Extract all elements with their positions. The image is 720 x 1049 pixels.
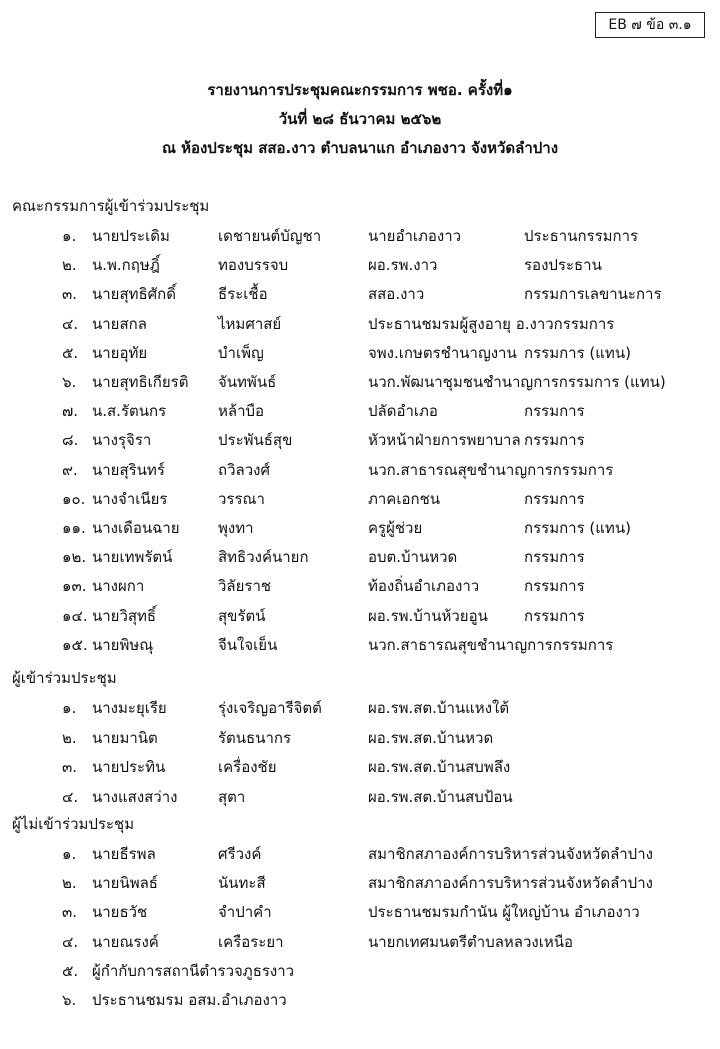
member-number: ๕. [62,961,79,980]
member-name: นายนิพลธ์ [92,874,158,893]
member-surname: จำปาคำ [218,903,272,922]
member-number: ๖. [62,991,77,1009]
committee-row [0,545,720,573]
member-number: ๗. [62,402,79,421]
committee-row [0,604,720,632]
member-name: น.พ.กฤษฎิ์ [92,256,160,275]
member-role: กรรมการเลขานะการ [524,285,662,304]
committee-row [0,633,720,661]
member-name: นายพิษณุ [92,635,154,654]
member-surname: บำเพ็ญ [218,343,264,362]
member-position: ประธานชมรมกำนัน ผู้ใหญ่บ้าน อำเภองาว [368,903,640,922]
member-position: ผอ.รพ.สต.บ้านสบป้อน [368,787,513,806]
member-number: ๒. [62,728,77,747]
absentees-row [0,959,720,987]
member-number: ๙. [62,460,78,479]
member-surname: ทองบรรจบ [218,256,289,275]
committee-row [0,282,720,310]
report-date: วันที่ ๒๘ ธันวาคม ๒๕๖๒ [278,110,442,128]
member-position: นวก.พัฒนาชุมชนชำนาญการกรรมการ (แทน) [368,373,666,391]
member-position: ภาคเอกชน [368,489,440,508]
member-position: หัวหน้าฝ่ายการพยาบาล [368,431,521,450]
member-number: ๑. [62,845,77,863]
member-position: ผอ.รพ.สต.บ้านแหงใต้ [368,699,510,717]
member-name: นายธีรพล [92,845,156,863]
committee-row [0,370,720,398]
member-number: ๑๒. [62,548,87,567]
member-name: นางเดือนฉาย [92,519,180,537]
member-number: ๔. [62,932,79,951]
committee-row [0,224,720,252]
member-role: กรรมการ [524,548,585,567]
member-surname: ถวิลวงศ์ [218,460,270,479]
member-number: ๑๓. [62,577,87,596]
committee-row [0,312,720,340]
member-position: ครูผู้ช่วย [368,519,423,537]
member-number: ๑๕. [62,635,88,654]
absentees-row [0,871,720,899]
member-surname: ศรีวงค์ [218,845,262,863]
member-name: นายเทพรัตน์ [92,548,173,567]
member-name: ประธานชมรม อสม.อำเภองาว [92,991,287,1009]
member-role: รองประธาน [524,256,602,275]
member-surname: สุตา [218,787,246,806]
member-surname: ธีระเชื้อ [218,285,268,304]
absentees-heading: ผู้ไม่เข้าร่วมประชุม [12,815,135,833]
member-role: กรรมการ [524,489,585,508]
member-surname: เดชายนต์บัญชา [218,227,322,245]
member-position: ปลัดอำเภอ [368,402,438,421]
member-number: ๑๐. [62,489,86,508]
committee-row [0,428,720,456]
member-name: นายประทิน [92,758,166,776]
member-surname: รัตนธนากร [218,728,292,747]
committee-row [0,458,720,486]
member-name: นางผกา [92,577,145,596]
member-surname: รุ่งเจริญอารีจิตต์ [218,699,322,717]
member-surname: หล้าบือ [218,402,265,421]
member-position: ผอ.รพ.สต.บ้านหวด [368,728,494,747]
member-position: ผอ.รพ.งาว [368,256,438,275]
member-number: ๔. [62,314,79,333]
member-position: ท้องถิ่นอำเภองาว [368,577,480,596]
report-location: ณ ห้องประชุม สสอ.งาว ตำบลนาแก อำเภองาว จังหวัดลำปาง [161,139,559,157]
absentees-row [0,988,720,1016]
attendees-row [0,755,720,783]
committee-heading: คณะกรรมการผู้เข้าร่วมประชุม [12,197,210,215]
member-role: กรรมการ [524,431,585,450]
attendees-row [0,696,720,724]
member-role: กรรมการ [524,606,585,625]
member-number: ๑. [62,227,77,245]
attendees-row [0,726,720,754]
absentees-row [0,842,720,870]
attendees-row [0,785,720,813]
member-name: นายประเดิม [92,227,170,245]
member-number: ๔. [62,787,79,806]
attendees-heading: ผู้เข้าร่วมประชุม [12,669,117,687]
committee-row [0,516,720,544]
member-number: ๒. [62,256,77,275]
member-name: นางแสงสว่าง [92,787,178,806]
member-surname: วิลัยราช [218,577,272,596]
member-number: ๒. [62,874,77,893]
member-role: ประธานกรรมการ [524,227,639,245]
member-surname: เครื่องชัย [218,758,277,776]
member-number: ๕. [62,343,79,362]
member-position: ประธานชมรมผู้สูงอายุ อ.งาวกรรมการ [368,314,615,333]
member-position: นายอำเภองาว [368,227,462,245]
member-position: ผอ.รพ.สต.บ้านสบพลึง [368,758,511,776]
member-name: นายวิสุทธิ์ [92,606,157,625]
member-name: นายสกล [92,314,147,333]
member-position: อบต.บ้านหวด [368,548,458,567]
member-name: นายธวัช [92,903,148,922]
member-number: ๘. [62,431,79,450]
member-surname: พุงทา [218,519,254,537]
member-surname: จีนใจเย็น [218,635,278,654]
document-code-box: EB ๗ ข้อ ๓.๑ [595,12,705,38]
member-surname: สิทธิวงค์นายก [218,548,309,567]
member-surname: เครือระยา [218,932,284,951]
member-role: กรรมการ [524,577,585,596]
member-position: นวก.สาธารณสุขชำนาญการกรรมการ [368,460,614,479]
member-role: กรรมการ [524,402,585,421]
report-title: รายงานการประชุมคณะกรรมการ พชอ. ครั้งที่๑ [207,81,513,99]
member-name: นางมะยุเรีย [92,699,167,717]
committee-row [0,399,720,427]
member-position: สสอ.งาว [368,285,425,304]
member-name: ผู้กำกับการสถานีตำรวจภูธรงาว [92,961,295,980]
member-number: ๖. [62,373,77,391]
member-surname: ไหมศาสย์ [218,314,282,333]
member-name: นายสุทธิศักดิ์ [92,285,177,304]
member-surname: จันทพันธ์ [218,373,277,391]
member-name: นายสุรินทร์ [92,460,165,479]
member-name: นายมานิต [92,728,158,747]
member-name: นายอุทัย [92,343,148,362]
member-position: สมาชิกสภาองค์การบริหารส่วนจังหวัดลำปาง [368,845,653,863]
member-surname: ประพันธ์สุข [218,431,293,450]
member-position: ผอ.รพ.บ้านห้วยอูน [368,606,488,625]
committee-row [0,487,720,515]
member-number: ๑๔. [62,606,88,625]
absentees-row [0,900,720,928]
member-role: กรรมการ (แทน) [524,343,631,362]
member-position: นวก.สาธารณสุขชำนาญการกรรมการ [368,635,614,654]
committee-row [0,253,720,281]
member-name: นายสุทธิเกียรติ [92,373,189,391]
member-position: นายกเทศมนตรีตำบลหลวงเหนือ [368,932,574,951]
member-name: น.ส.รัตนกร [92,402,167,421]
member-name: นายณรงค์ [92,932,159,951]
member-number: ๓. [62,758,78,776]
committee-row [0,574,720,602]
member-role: กรรมการ (แทน) [524,519,631,537]
member-number: ๓. [62,903,78,922]
member-number: ๓. [62,285,78,304]
member-name: นางรุจิรา [92,431,152,450]
member-surname: สุขรัตน์ [218,606,266,625]
member-number: ๑. [62,699,77,717]
absentees-row [0,930,720,958]
member-number: ๑๑. [62,519,86,537]
member-surname: วรรณา [218,489,265,508]
member-position: จพง.เกษตรชำนาญงาน [368,343,517,362]
committee-row [0,341,720,369]
member-surname: นันทะสี [218,874,266,893]
member-position: สมาชิกสภาองค์การบริหารส่วนจังหวัดลำปาง [368,874,653,893]
member-name: นางจำเนียร [92,489,168,508]
